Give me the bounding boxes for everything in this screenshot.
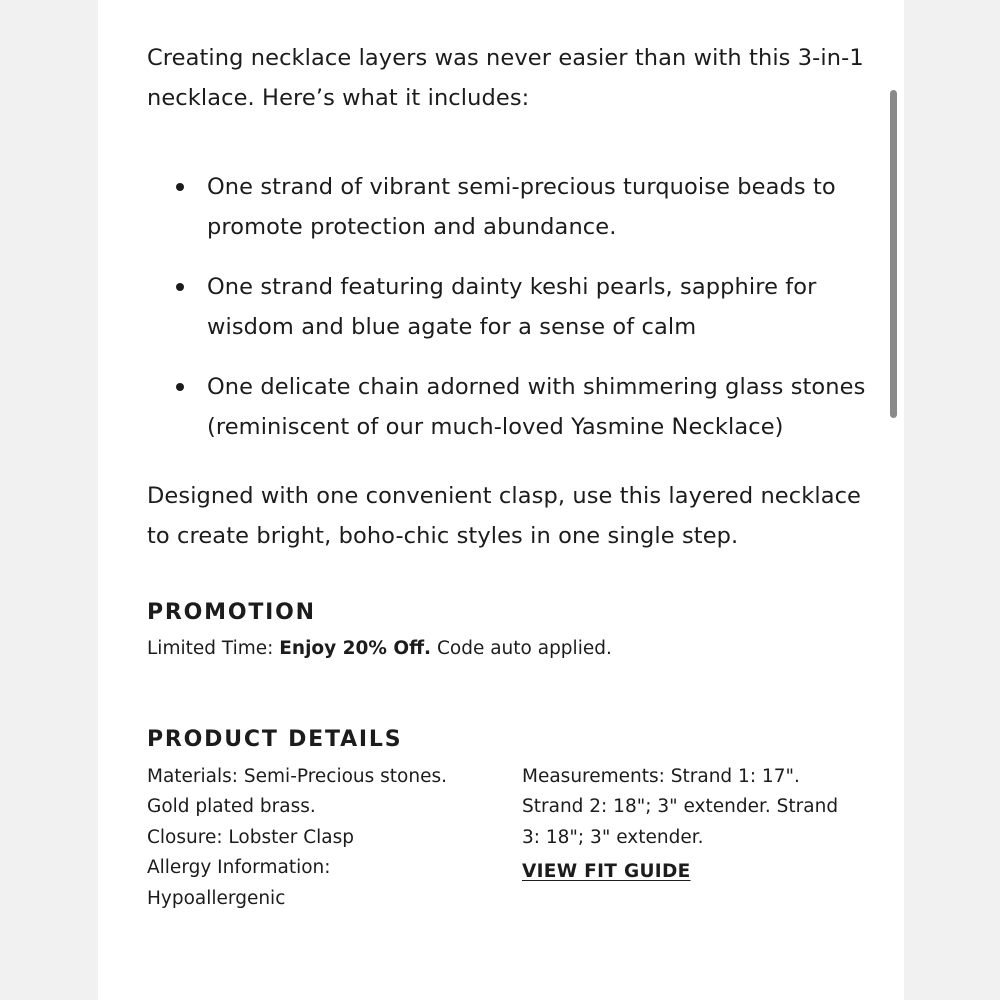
bullet-dot-icon [176,283,184,291]
scrollbar-thumb[interactable] [890,90,897,418]
details-right-column [522,762,867,888]
measurements-line-2: Strand 2: 18"; 3" extender. Strand [522,796,839,818]
list-item [147,167,867,247]
promotion-suffix: Code auto applied. [431,638,612,659]
details-left-column [147,762,487,914]
includes-list [147,167,867,447]
allergy-label: Allergy Information: [147,857,331,879]
list-item-text: One strand featuring dainty keshi pearls, sapphire for wisdom and blue agate for a sense of calm [207,274,817,340]
closure-line: Closure: Lobster Clasp [147,826,355,848]
product-description-panel [98,0,904,1000]
list-item-text: One strand of vibrant semi-precious turquoise beads to promote protection and abundance. [207,174,836,240]
list-item [147,367,867,447]
promotion-highlight: Enjoy 20% Off. [279,638,432,659]
list-item-text: One delicate chain adorned with shimmering glass stones (reminiscent of our much-loved Yasmine Necklace) [207,374,866,440]
allergy-value: Hypoallergenic [147,887,286,909]
materials-line-2: Gold plated brass. [147,796,316,818]
product-details-heading: PRODUCT DETAILS [147,727,403,752]
measurements-line-3: 3: 18"; 3" extender. [522,826,704,848]
intro-paragraph: Creating necklace layers was never easier than with this 3-in-1 necklace. Here’s what it includes: [147,45,864,111]
materials-line: Materials: Semi-Precious stones. [147,766,447,787]
bullet-dot-icon [176,183,184,191]
closing-paragraph: Designed with one convenient clasp, use this layered necklace to create bright, boho-chic styles in one single step. [147,483,862,549]
view-fit-guide-link[interactable]: VIEW FIT GUIDE [522,861,691,883]
promotion-heading: PROMOTION [147,600,316,625]
bullet-dot-icon [176,383,184,391]
vertical-scrollbar[interactable] [890,90,897,418]
measurements-line: Measurements: Strand 1: 17". [522,766,800,787]
promotion-text [147,634,612,664]
description-content [147,38,867,556]
list-item [147,267,867,347]
promotion-prefix: Limited Time: [147,638,280,659]
